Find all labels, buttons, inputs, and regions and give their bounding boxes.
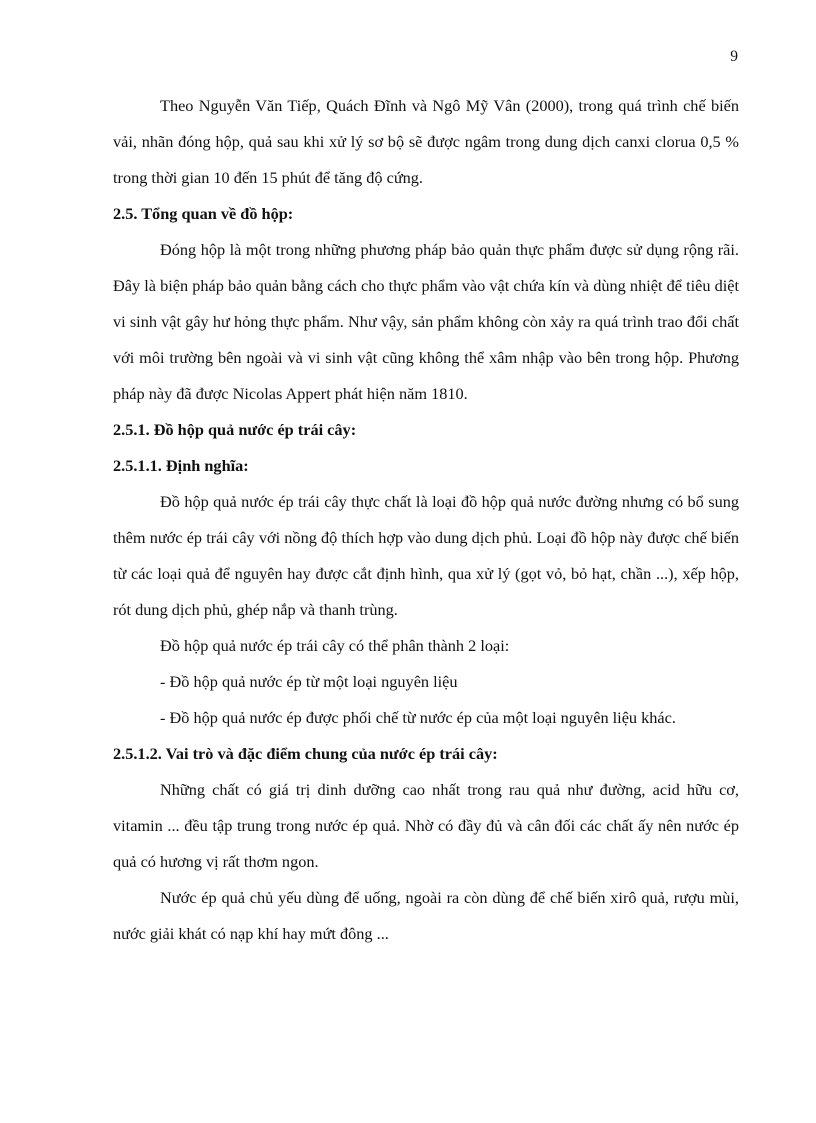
paragraph-classification: Đồ hộp quả nước ép trái cây có thể phân thành 2 loại: [160, 636, 510, 655]
paragraph-nutrition: Những chất có giá trị dinh dưỡng cao nhất trong rau quả như đường, acid hữu cơ, vitamin ... đều tập trung trong nước ép quả. Nhờ có đầy đủ và cân đối các chất ấy nên nước ép quả có hương vị rất thơm ngon. [113, 780, 739, 871]
page-number: 9 [730, 48, 738, 65]
document-body [113, 88, 739, 952]
heading-2-5-1: 2.5.1. Đồ hộp quả nước ép trái cây: [113, 420, 357, 439]
heading-2-5: 2.5. Tổng quan về đồ hộp: [113, 204, 294, 223]
list-item: - Đồ hộp quả nước ép được phối chế từ nước ép của một loại nguyên liệu khác. [160, 708, 676, 727]
heading-2-5-1-1: 2.5.1.1. Định nghĩa: [113, 456, 249, 475]
paragraph-intro: Theo Nguyễn Văn Tiếp, Quách Đĩnh và Ngô Mỹ Vân (2000), trong quá trình chế biến vải, nhãn đóng hộp, quả sau khi xử lý sơ bộ sẽ được ngâm trong dung dịch canxi clorua 0,5 % trong thời gian 10 đến 15 phút để tăng độ cứng. [113, 96, 739, 187]
paragraph-definition: Đồ hộp quả nước ép trái cây thực chất là loại đồ hộp quả nước đường nhưng có bổ sung thêm nước ép trái cây với nồng độ thích hợp vào dung dịch phủ. Loại đồ hộp này được chế biến từ các loại quả để nguyên hay được cắt định hình, qua xử lý (gọt vỏ, bỏ hạt, chần ...), xếp hộp, rót dung dịch phủ, ghép nắp và thanh trùng. [113, 492, 739, 619]
list-item: - Đồ hộp quả nước ép từ một loại nguyên liệu [160, 672, 458, 691]
paragraph-uses: Nước ép quả chủ yếu dùng để uống, ngoài ra còn dùng để chế biến xirô quả, rượu mùi, nước giải khát có nạp khí hay mứt đông ... [113, 888, 739, 943]
paragraph-canning-overview: Đóng hộp là một trong những phương pháp bảo quản thực phẩm được sử dụng rộng rãi. Đây là biện pháp bảo quản bằng cách cho thực phẩm vào vật chứa kín và dùng nhiệt để tiêu diệt vi sinh vật gây hư hỏng thực phẩm. Như vậy, sản phẩm không còn xảy ra quá trình trao đổi chất với môi trường bên ngoài và vi sinh vật cũng không thể xâm nhập vào bên trong hộp. Phương pháp này đã được Nicolas Appert phát hiện năm 1810. [113, 240, 739, 403]
heading-2-5-1-2: 2.5.1.2. Vai trò và đặc điểm chung của nước ép trái cây: [113, 744, 498, 763]
